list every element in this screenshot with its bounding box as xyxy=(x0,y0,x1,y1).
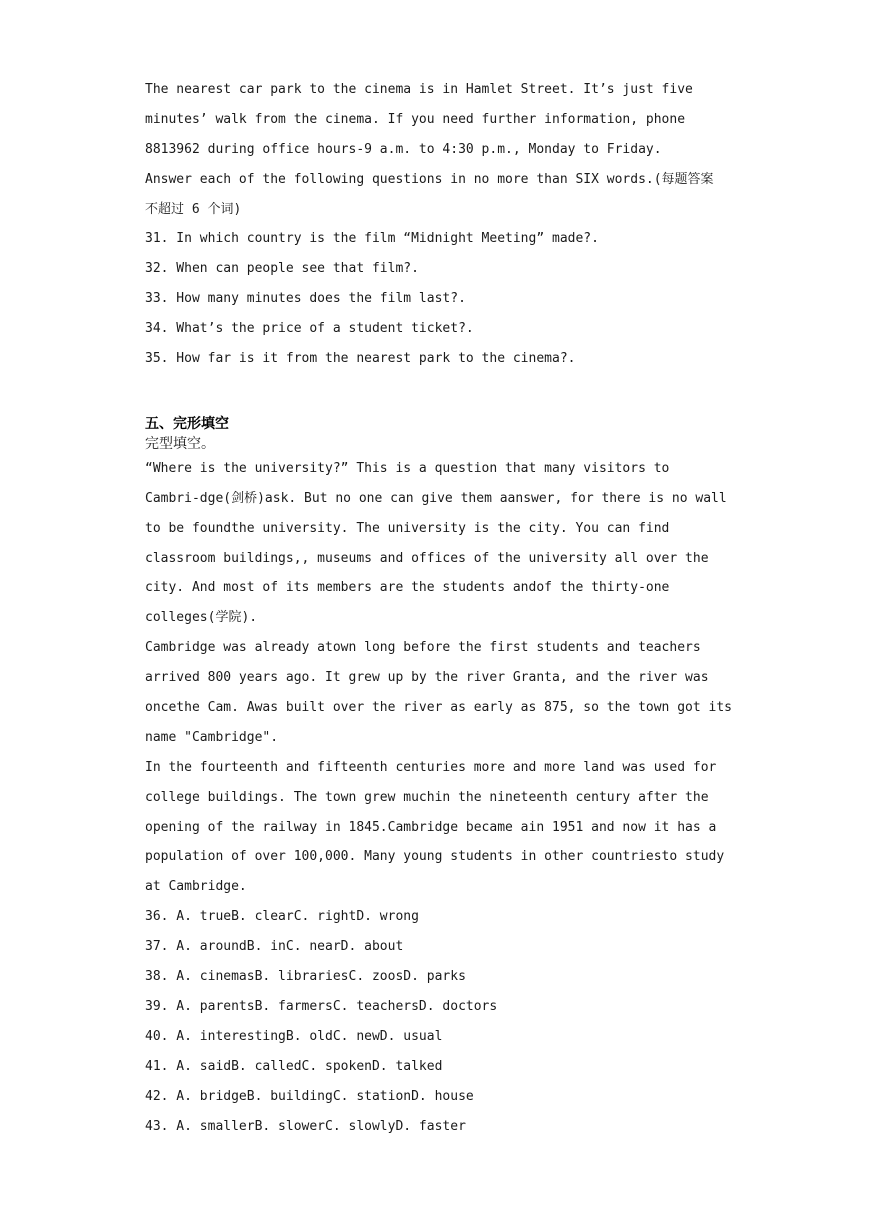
cloze-line: city. And most of its members are the students andof the thirty-one xyxy=(145,580,670,596)
cloze-line: at Cambridge. xyxy=(145,879,247,895)
cloze-line: opening of the railway in 1845.Cambridge became ain 1951 and now it has a xyxy=(145,819,717,835)
option-row-40: 40. A. interestingB. oldC. newD. usual xyxy=(145,1028,443,1044)
cloze-line: to be foundthe university. The university is the city. You can find xyxy=(145,520,670,536)
cloze-line: oncethe Cam. Awas built over the river as early as 875, so the town got its xyxy=(145,700,732,716)
option-row-39: 39. A. parentsB. farmersC. teachersD. doctors xyxy=(145,998,498,1014)
option-row-41: 41. A. saidB. calledC. spokenD. talked xyxy=(145,1058,443,1074)
option-row-36: 36. A. trueB. clearC. rightD. wrong xyxy=(145,909,419,925)
option-row-43: 43. A. smallerB. slowerC. slowlyD. faster xyxy=(145,1118,466,1134)
instruction-line: 不超过 6 个词) xyxy=(145,201,242,217)
question-31: 31. In which country is the film “Midnight Meeting” made?. xyxy=(145,231,599,247)
section-heading: 五、完形填空 xyxy=(145,415,229,432)
instruction-line: Answer each of the following questions in no more than SIX words.(每题答案 xyxy=(145,171,714,187)
question-35: 35. How far is it from the nearest park to the cinema?. xyxy=(145,351,576,367)
option-row-42: 42. A. bridgeB. buildingC. stationD. house xyxy=(145,1088,474,1104)
cloze-line: Cambridge was already atown long before the first students and teachers xyxy=(145,640,701,656)
cloze-line: arrived 800 years ago. It grew up by the river Granta, and the river was xyxy=(145,670,709,686)
cloze-line: colleges(学院). xyxy=(145,610,258,626)
cloze-line: name "Cambridge". xyxy=(145,729,279,745)
question-32: 32. When can people see that film?. xyxy=(145,261,419,277)
option-row-38: 38. A. cinemasB. librariesC. zoosD. parks xyxy=(145,969,466,985)
passage-line: The nearest car park to the cinema is in Hamlet Street. It’s just five xyxy=(145,82,693,97)
section-subtitle: 完型填空。 xyxy=(145,435,215,452)
cloze-line: Cambri-dge(剑桥)ask. But no one can give them aanswer, for there is no wall xyxy=(145,490,727,506)
page-content xyxy=(145,75,735,1141)
cloze-passage xyxy=(145,454,735,902)
short-answer-questions xyxy=(145,224,735,373)
cloze-line: population of over 100,000. Many young students in other countriesto study xyxy=(145,849,725,865)
passage-line: 8813962 during office hours-9 a.m. to 4:30 p.m., Monday to Friday. xyxy=(145,141,662,157)
section-spacer xyxy=(145,374,735,414)
passage-line: minutes’ walk from the cinema. If you need further information, phone xyxy=(145,111,686,127)
cloze-options xyxy=(145,902,735,1141)
cloze-line: classroom buildings,, museums and offices of the university all over the xyxy=(145,550,709,566)
section-cloze xyxy=(145,414,735,1141)
cloze-line: In the fourteenth and fifteenth centuries more and more land was used for xyxy=(145,759,717,775)
question-33: 33. How many minutes does the film last?. xyxy=(145,291,466,307)
cloze-line: college buildings. The town grew muchin the nineteenth century after the xyxy=(145,789,709,805)
option-row-37: 37. A. aroundB. inC. nearD. about xyxy=(145,939,404,955)
passage-end xyxy=(145,75,735,224)
cloze-line: “Where is the university?” This is a question that many visitors to xyxy=(145,460,670,476)
question-34: 34. What’s the price of a student ticket?. xyxy=(145,321,474,337)
